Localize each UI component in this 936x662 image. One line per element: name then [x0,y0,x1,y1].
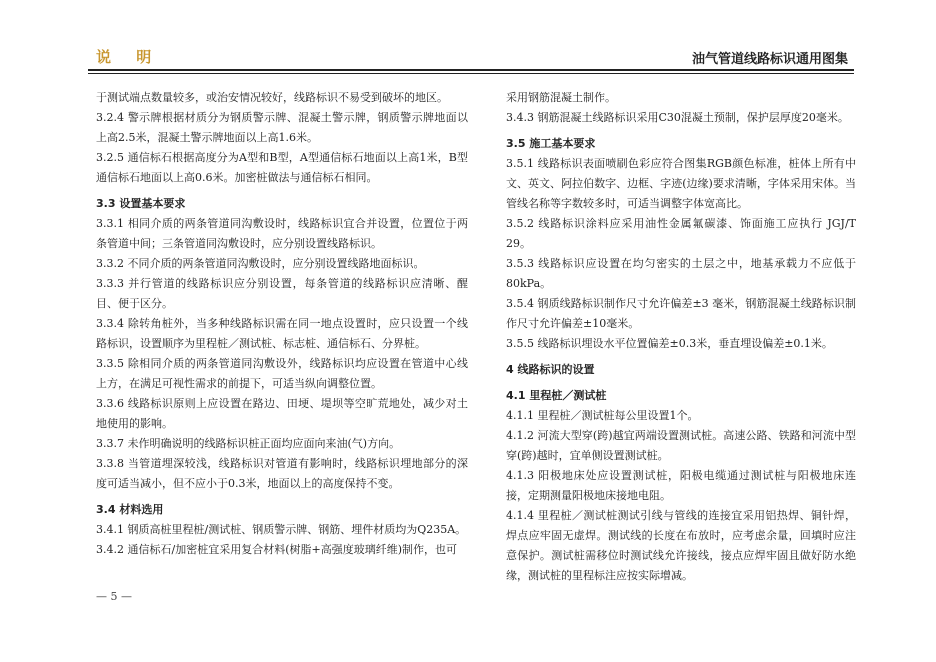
paragraph: 3.3.6 线路标识原则上应设置在路边、田埂、堤坝等空旷荒地处，减少对土地使用的影响。 [96,397,468,430]
header-rule-thick [88,69,854,71]
paragraph: 3.2.5 通信标石根据高度分为A型和B型，A型通信标石地面以上高1米，B型通信标石地面以上高0.6米。加密桩做法与通信标石相同。 [96,151,468,184]
paragraph: 采用钢筋混凝土制作。 [506,91,616,104]
paragraph: 3.5.4 钢质线路标识制作尺寸允许偏差±3 毫米，钢筋混凝土线路标识制作尺寸允许偏差±10毫米。 [506,297,856,330]
section-heading: 4.1 里程桩／测试桩 [506,389,607,402]
section-heading: 3.5 施工基本要求 [506,137,596,150]
paragraph: 3.5.3 线路标识应设置在均匀密实的土层之中，地基承载力不应低于80kPa。 [506,257,856,290]
paragraph: 3.5.2 线路标识涂料应采用油性金属氟碳漆、饰面施工应执行 JGJ/T 29。 [506,217,856,250]
paragraph: 4.1.2 河流大型穿(跨)越宜两端设置测试桩。高速公路、铁路和河流中型穿(跨)越时，宜单侧设置测试桩。 [506,429,856,462]
paragraph: 3.4.1 钢质高桩里程桩/测试桩、钢质警示牌、钢筋、埋件材质均为Q235A。 [96,523,467,536]
paragraph: 3.3.2 不同介质的两条管道同沟敷设时，应分别设置线路地面标识。 [96,257,425,270]
paragraph: 3.3.3 并行管道的线路标识应分别设置，每条管道的线路标识应清晰、醒目、便于区分。 [96,277,468,310]
section-heading: 4 线路标识的设置 [506,363,595,376]
section-heading: 3.3 设置基本要求 [96,197,186,210]
section-heading: 3.4 材料选用 [96,503,164,516]
left-text-column [96,88,468,560]
paragraph: 3.5.5 线路标识埋设水平位置偏差±0.3米，垂直埋设偏差±0.1米。 [506,337,833,350]
paragraph: 3.3.5 除相同介质的两条管道同沟敷设外，线路标识均应设置在管道中心线上方，在满足可视性需求的前提下，可适当纵向调整位置。 [96,357,468,390]
paragraph: 3.2.4 警示牌根据材质分为钢质警示牌、混凝土警示牌，钢质警示牌地面以上高2.5米，混凝土警示牌地面以上高1.6米。 [96,111,468,144]
header-document-title: 油气管道线路标识通用图集 [691,52,848,67]
paragraph: 4.1.1 里程桩／测试桩每公里设置1个。 [506,409,699,422]
paragraph: 于测试端点数量较多，或治安情况较好，线路标识不易受到破坏的地区。 [96,91,448,104]
paragraph: 3.3.8 当管道埋深较浅，线路标识对管道有影响时，线路标识埋地部分的深度可适当减小，但不应小于0.3米，地面以上的高度保持不变。 [96,457,468,490]
page-number: — 5 — [96,590,132,603]
paragraph: 3.3.7 未作明确说明的线路标识桩正面均应面向来油(气)方向。 [96,437,401,450]
paragraph: 3.3.4 除转角桩外，当多种线路标识需在同一地点设置时，应只设置一个线路标识，设置顺序为里程桩／测试桩、标志桩、通信标石、分界桩。 [96,317,468,350]
header-rule-thin [88,73,854,74]
header-section-title: 说 明 [96,48,162,66]
paragraph: 3.4.2 通信标石/加密桩宜采用复合材料(树脂+高强度玻璃纤维)制作，也可 [96,543,457,556]
paragraph: 3.4.3 钢筋混凝土线路标识采用C30混凝土预制，保护层厚度20毫米。 [506,111,849,124]
paragraph: 3.5.1 线路标识表面喷刷色彩应符合图集RGB颜色标准，桩体上所有中文、英文、阿拉伯数字、边框、字迹(边缘)要求清晰，字体采用宋体。当管线名称等字数较多时，可适当调整字体宽高比。 [506,157,856,210]
paragraph: 3.3.1 相同介质的两条管道同沟敷设时，线路标识宜合并设置，位置位于两条管道中间；三条管道同沟敷设时，应分别设置线路标识。 [96,217,468,250]
right-text-column [506,88,856,586]
paragraph: 4.1.4 里程桩／测试桩测试引线与管线的连接宜采用铝热焊、铜针焊，焊点应牢固无虚焊。测试线的长度在布放时，应考虑余量，回填时应注意保护。测试桩需移位时测试线允许接线，接点应焊牢固且做好防水绝缘，测试桩的里程标注应按实际增减。 [506,509,856,582]
paragraph: 4.1.3 阳极地床处应设置测试桩，阳极电缆通过测试桩与阳极地床连接，定期测量阳极地床接地电阻。 [506,469,856,502]
